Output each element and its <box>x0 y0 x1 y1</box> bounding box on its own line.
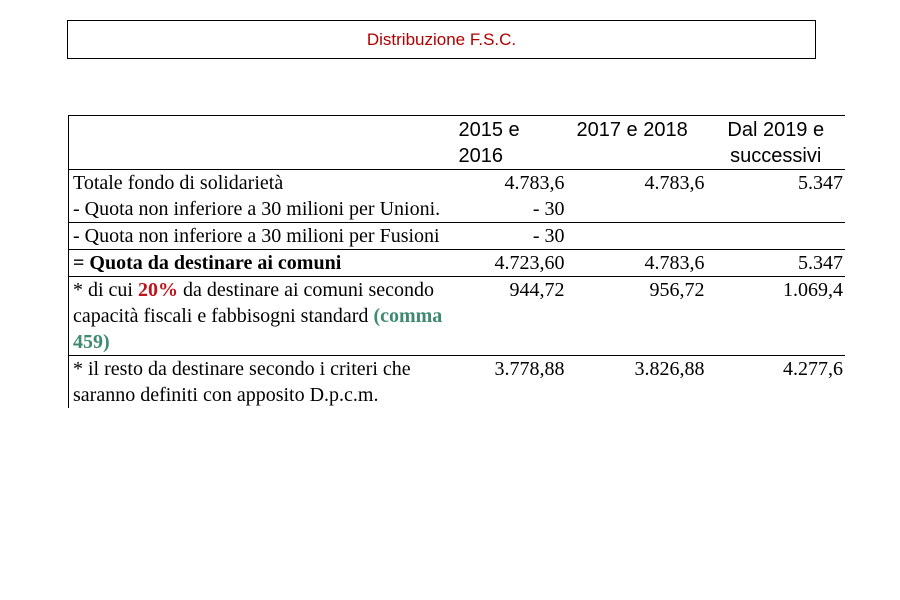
row-label-continuation: - Quota non inferiore a 30 milioni per Unioni. <box>73 198 441 220</box>
row-label: Totale fondo di solidarietà <box>73 172 284 194</box>
cell-2017-2018: 956,72 <box>567 277 707 356</box>
slide-title-box <box>67 20 816 59</box>
header-2019-onward: Dal 2019 e successivi <box>707 116 846 170</box>
label-prefix: * di cui <box>73 279 138 301</box>
table-row <box>69 250 846 277</box>
cell-2019-onward: 4.277,6 <box>783 358 843 380</box>
cell-2015-2016: - 30 <box>449 223 567 250</box>
row-label <box>69 277 449 356</box>
value-total: 4.783,6 <box>504 172 565 194</box>
slide-title: Distribuzione F.S.C. <box>366 29 517 49</box>
row-label: = Quota da destinare ai comuni <box>69 250 449 277</box>
label-middle: da destinare ai comuni secondo capacità fiscali e fabbisogni standard <box>73 279 435 327</box>
cell-2015-2016: 4.723,60 <box>449 250 567 277</box>
header-label <box>69 116 449 170</box>
cell-2017-2018: 4.783,6 <box>567 170 707 223</box>
cell-2019-onward: 5.347 <box>707 170 846 223</box>
cell-2017-2018: 3.826,88 <box>634 358 705 380</box>
value-unioni: - 30 <box>532 198 565 220</box>
row-label: * il resto da destinare secondo i criteri che saranno definiti con apposito D.p.c.m. <box>73 358 411 406</box>
table-row <box>69 223 846 250</box>
row-label: - Quota non inferiore a 30 milioni per Fusioni <box>69 223 449 250</box>
cell-2017-2018 <box>567 223 707 250</box>
table-row <box>69 277 846 356</box>
table-row <box>69 356 846 409</box>
row-label-total-and-unioni <box>69 170 449 223</box>
cell-2015-2016: 944,72 <box>449 277 567 356</box>
cell-2019-onward: 5.347 <box>707 250 846 277</box>
cell-2019-onward: 1.069,4 <box>707 277 846 356</box>
header-2015-2016: 2015 e 2016 <box>449 116 567 170</box>
cell-2019-onward <box>707 223 846 250</box>
table-header-row <box>69 116 846 170</box>
highlight-percentage: 20% <box>138 279 178 301</box>
header-2017-2018: 2017 e 2018 <box>567 116 707 170</box>
fund-distribution-table-wrapper <box>68 115 845 487</box>
cell-2015-2016: 3.778,88 <box>494 358 565 380</box>
highlight-comma-reference: (comma 459) <box>73 305 443 353</box>
table-row <box>69 170 846 223</box>
cell-2015-2016 <box>449 170 567 223</box>
cell-2017-2018: 4.783,6 <box>567 250 707 277</box>
fund-distribution-table <box>68 115 845 408</box>
